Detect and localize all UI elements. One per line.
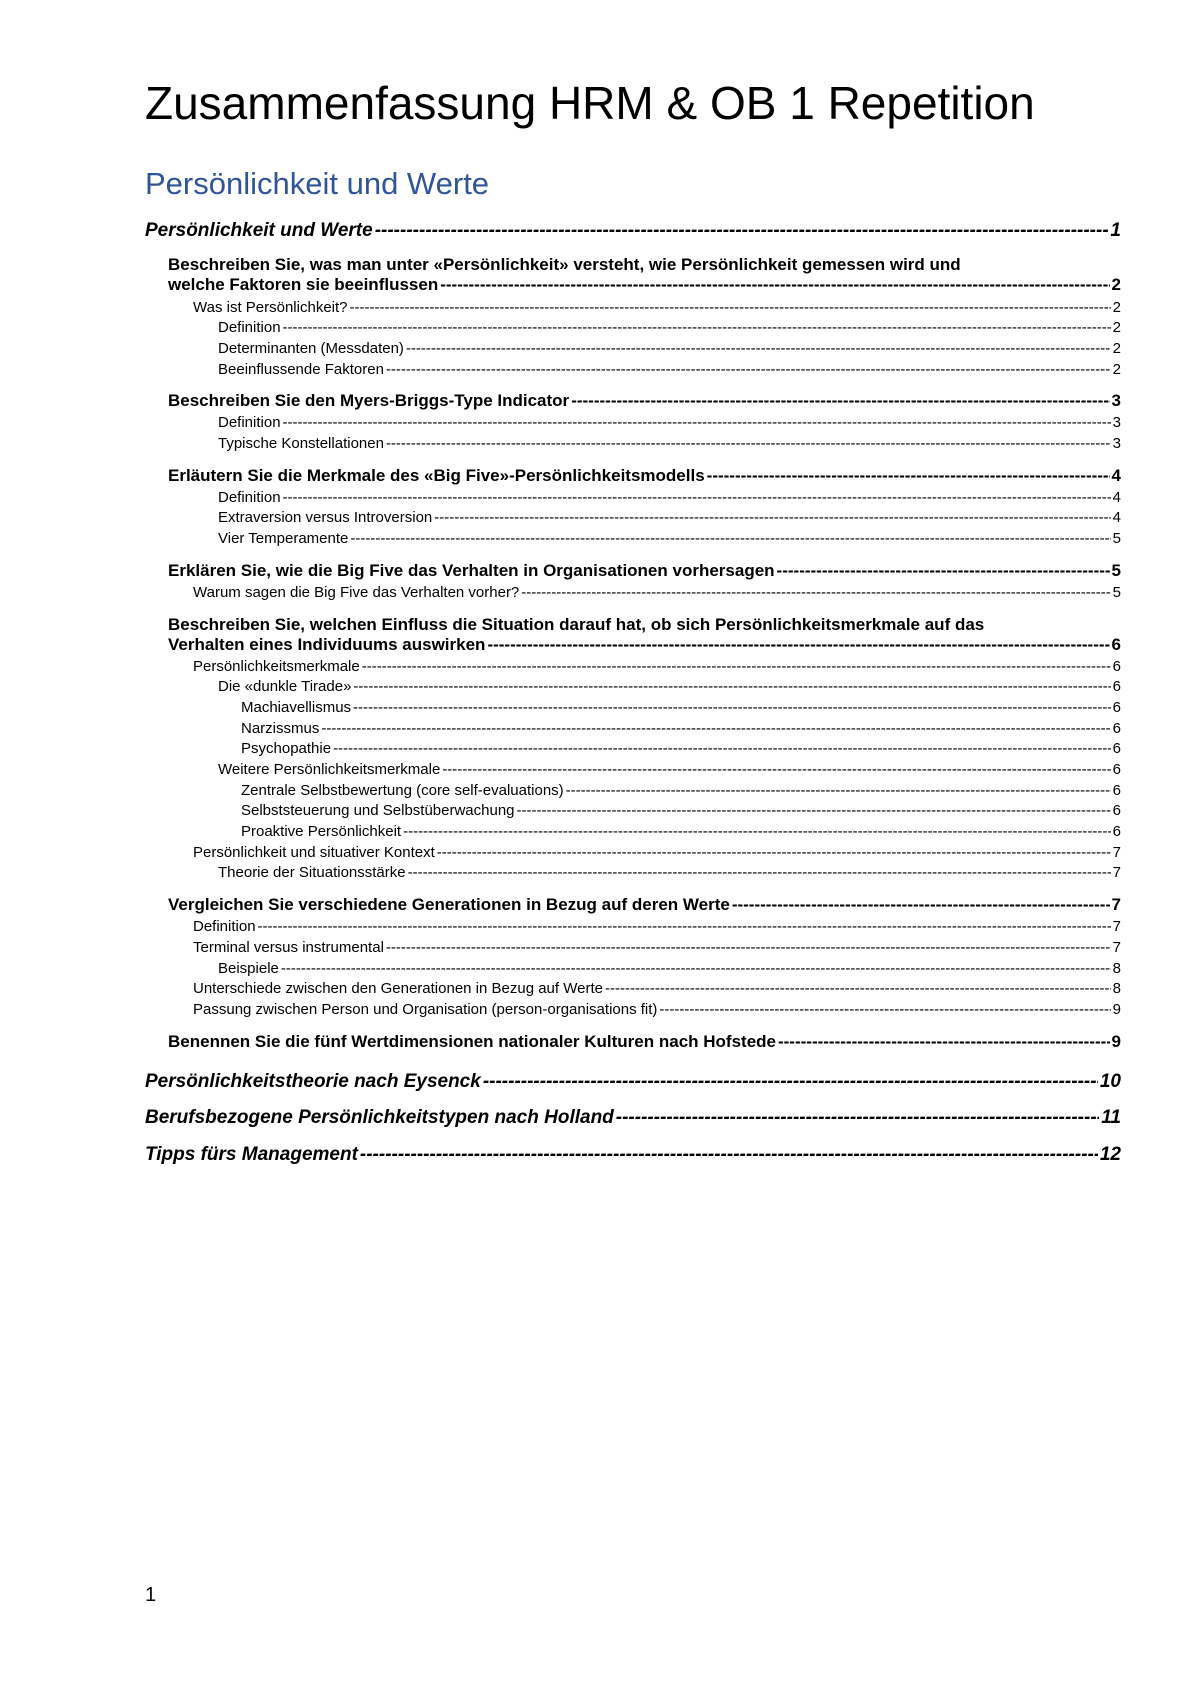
toc-leader (362, 658, 1111, 676)
toc-page-number: 2 (1112, 360, 1121, 378)
toc-entry[interactable] (145, 509, 1121, 527)
toc-page-number: 7 (1112, 843, 1121, 861)
toc-entry-title: Was ist Persönlichkeit? (193, 298, 348, 316)
toc-entry[interactable] (145, 864, 1121, 882)
toc-entry[interactable] (145, 561, 1121, 581)
toc-page-number: 7 (1112, 918, 1121, 936)
toc-entry-title: Typische Konstellationen (218, 434, 384, 452)
toc-page-number: 6 (1112, 781, 1121, 799)
toc-entry-title: Extraversion versus Introversion (218, 509, 433, 527)
section-heading: Persönlichkeit und Werte (145, 166, 490, 201)
toc-page-number: 6 (1112, 761, 1121, 779)
toc-entry-title: Warum sagen die Big Five das Verhalten vorher? (193, 583, 520, 601)
toc-page-number: 6 (1112, 719, 1121, 737)
toc-leader (350, 299, 1111, 317)
page-number: 1 (145, 1584, 157, 1606)
toc-entry[interactable] (145, 435, 1121, 453)
table-of-contents (145, 220, 1121, 1166)
toc-page-number: 4 (1112, 488, 1121, 506)
toc-page-number: 3 (1111, 391, 1121, 411)
toc-entry-title: Passung zwischen Person und Organisation (person-organisations fit) (193, 1000, 658, 1018)
toc-entry-title: Terminal versus instrumental (193, 938, 384, 956)
toc-page-number: 9 (1111, 1031, 1121, 1051)
toc-page-number: 5 (1112, 530, 1121, 548)
toc-page-number: 2 (1112, 339, 1121, 357)
toc-entry[interactable] (145, 720, 1121, 738)
toc-leader (283, 489, 1111, 507)
toc-entry-title: Die «dunkle Tirade» (218, 678, 352, 696)
toc-leader (386, 435, 1111, 453)
toc-entry[interactable] (145, 1071, 1121, 1093)
toc-entry-title: Persönlichkeitsmerkmale (193, 657, 360, 675)
toc-leader (659, 1001, 1110, 1019)
toc-entry[interactable] (145, 615, 1121, 655)
toc-leader (487, 635, 1109, 655)
toc-leader (605, 980, 1111, 998)
toc-entry-title: Beschreiben Sie, was man unter «Persönlichkeit» versteht, wie Persönlichkeit gemessen wird und (168, 255, 961, 275)
toc-page-number: 7 (1111, 895, 1121, 915)
toc-leader (283, 319, 1111, 337)
toc-entry-title: Proaktive Persönlichkeit (241, 823, 402, 841)
toc-entry-title: Definition (193, 918, 256, 936)
toc-entry-title: Psychopathie (241, 740, 332, 758)
toc-leader (281, 960, 1111, 978)
toc-entry-title: Persönlichkeit und Werte (145, 220, 373, 241)
toc-leader (283, 414, 1111, 432)
toc-entry-title: Definition (218, 414, 281, 432)
toc-entry-title: Persönlichkeit und situativer Kontext (193, 843, 435, 861)
toc-entry[interactable] (145, 761, 1121, 779)
toc-leader (778, 1032, 1110, 1052)
toc-page-number: 6 (1112, 678, 1121, 696)
toc-leader (408, 864, 1111, 882)
toc-page-number: 5 (1111, 560, 1121, 580)
toc-leader (353, 678, 1110, 696)
toc-page-number: 7 (1112, 938, 1121, 956)
toc-leader (732, 895, 1110, 915)
toc-entry[interactable] (145, 489, 1121, 507)
toc-page-number: 6 (1112, 823, 1121, 841)
toc-entry[interactable] (145, 1107, 1121, 1129)
toc-page-number: 11 (1101, 1107, 1121, 1129)
toc-page-number: 1 (1110, 220, 1121, 241)
toc-entry[interactable] (145, 980, 1121, 998)
toc-entry[interactable] (145, 658, 1121, 676)
toc-entry[interactable] (145, 844, 1121, 862)
toc-leader (360, 1144, 1098, 1166)
toc-leader (517, 802, 1111, 820)
toc-entry-title: Benennen Sie die fünf Wertdimensionen nationaler Kulturen nach Hofstede (168, 1031, 776, 1051)
toc-entry-title: Beschreiben Sie den Myers-Briggs-Type Indicator (168, 391, 570, 411)
toc-leader (321, 720, 1110, 738)
toc-entry-title: Erklären Sie, wie die Big Five das Verhalten in Organisationen vorhersagen (168, 560, 775, 580)
toc-entry[interactable] (145, 802, 1121, 820)
toc-entry-title: Beispiele (218, 959, 279, 977)
toc-entry-title: Zentrale Selbstbewertung (core self-evaluations) (241, 781, 564, 799)
toc-page-number: 5 (1112, 583, 1121, 601)
toc-page-number: 7 (1112, 864, 1121, 882)
toc-entry-title: Narzissmus (241, 719, 320, 737)
toc-entry-title: Weitere Persönlichkeitsmerkmale (218, 761, 441, 779)
toc-entry-title-continued: Verhalten eines Individuums auswirken (168, 634, 486, 654)
toc-leader (440, 275, 1109, 295)
toc-leader (442, 761, 1110, 779)
toc-leader (483, 1071, 1098, 1093)
toc-entry-title: Definition (218, 488, 281, 506)
toc-entry[interactable] (145, 1001, 1121, 1019)
toc-leader (350, 530, 1110, 548)
toc-page-number: 8 (1112, 980, 1121, 998)
toc-page-number: 2 (1112, 298, 1121, 316)
toc-entry[interactable] (145, 918, 1121, 936)
toc-page-number: 12 (1099, 1143, 1121, 1165)
toc-page-number: 6 (1112, 802, 1121, 820)
toc-leader (777, 561, 1110, 581)
toc-leader (566, 782, 1111, 800)
toc-entry[interactable] (145, 678, 1121, 696)
toc-entry[interactable] (145, 782, 1121, 800)
toc-entry[interactable] (145, 466, 1121, 486)
toc-leader (616, 1107, 1099, 1129)
toc-leader (353, 699, 1111, 717)
toc-entry[interactable] (145, 319, 1121, 337)
toc-entry[interactable] (145, 740, 1121, 758)
toc-entry[interactable] (145, 823, 1121, 841)
toc-leader (403, 823, 1111, 841)
toc-leader (386, 361, 1111, 379)
toc-entry[interactable] (145, 939, 1121, 957)
toc-page-number: 3 (1112, 414, 1121, 432)
toc-entry-title: Berufsbezogene Persönlichkeitstypen nach Holland (145, 1107, 614, 1129)
toc-page-number: 3 (1112, 434, 1121, 452)
toc-page-number: 9 (1112, 1000, 1121, 1018)
toc-page-number: 6 (1112, 740, 1121, 758)
toc-leader (707, 466, 1110, 486)
toc-leader (333, 740, 1111, 758)
toc-entry[interactable] (145, 414, 1121, 432)
toc-entry[interactable] (145, 530, 1121, 548)
toc-page-number: 4 (1111, 465, 1121, 485)
toc-page-number: 2 (1111, 275, 1121, 295)
toc-entry[interactable] (145, 584, 1121, 602)
toc-leader (521, 584, 1110, 602)
toc-leader (571, 391, 1109, 411)
toc-leader (406, 340, 1111, 358)
toc-leader (375, 220, 1109, 242)
toc-leader (386, 939, 1111, 957)
toc-page-number: 6 (1111, 634, 1121, 654)
toc-page-number: 4 (1112, 509, 1121, 527)
toc-entry[interactable] (145, 960, 1121, 978)
toc-entry-title: Vier Temperamente (218, 530, 349, 548)
toc-entry[interactable] (145, 255, 1121, 295)
toc-page-number: 8 (1112, 959, 1121, 977)
toc-entry-title: Vergleichen Sie verschiedene Generationen in Bezug auf deren Werte (168, 895, 730, 915)
toc-entry[interactable] (145, 299, 1121, 317)
toc-entry-title: Selbststeuerung und Selbstüberwachung (241, 802, 515, 820)
toc-entry-title: Beeinflussende Faktoren (218, 360, 384, 378)
toc-entry[interactable] (145, 895, 1121, 915)
toc-page-number: 6 (1112, 698, 1121, 716)
toc-entry-title: Unterschiede zwischen den Generationen in Bezug auf Werte (193, 980, 603, 998)
toc-entry[interactable] (145, 699, 1121, 717)
toc-entry[interactable] (145, 1144, 1121, 1166)
toc-leader (258, 918, 1111, 936)
toc-entry[interactable] (145, 340, 1121, 358)
toc-page-number: 6 (1112, 657, 1121, 675)
toc-entry-title: Erläutern Sie die Merkmale des «Big Five»-Persönlichkeitsmodells (168, 465, 705, 485)
toc-entry-title: Beschreiben Sie, welchen Einfluss die Situation darauf hat, ob sich Persönlichkeitsmerkmale auf das (168, 614, 985, 634)
toc-entry-title: Persönlichkeitstheorie nach Eysenck (145, 1070, 481, 1092)
document-title: Zusammenfassung HRM & OB 1 Repetition (145, 77, 1035, 129)
toc-page-number: 2 (1112, 319, 1121, 337)
toc-leader (437, 844, 1111, 862)
toc-entry-title: Machiavellismus (241, 698, 352, 716)
toc-entry[interactable] (145, 391, 1121, 411)
toc-entry[interactable] (145, 220, 1121, 242)
toc-entry[interactable] (145, 1032, 1121, 1052)
toc-entry-title: Tipps fürs Management (145, 1143, 358, 1165)
toc-page-number: 10 (1099, 1070, 1121, 1092)
toc-entry-title: Theorie der Situationsstärke (218, 864, 406, 882)
toc-entry[interactable] (145, 361, 1121, 379)
toc-entry-title-continued: welche Faktoren sie beeinflussen (168, 275, 439, 295)
toc-entry-title: Determinanten (Messdaten) (218, 339, 404, 357)
toc-leader (434, 509, 1110, 527)
toc-entry-title: Definition (218, 319, 281, 337)
